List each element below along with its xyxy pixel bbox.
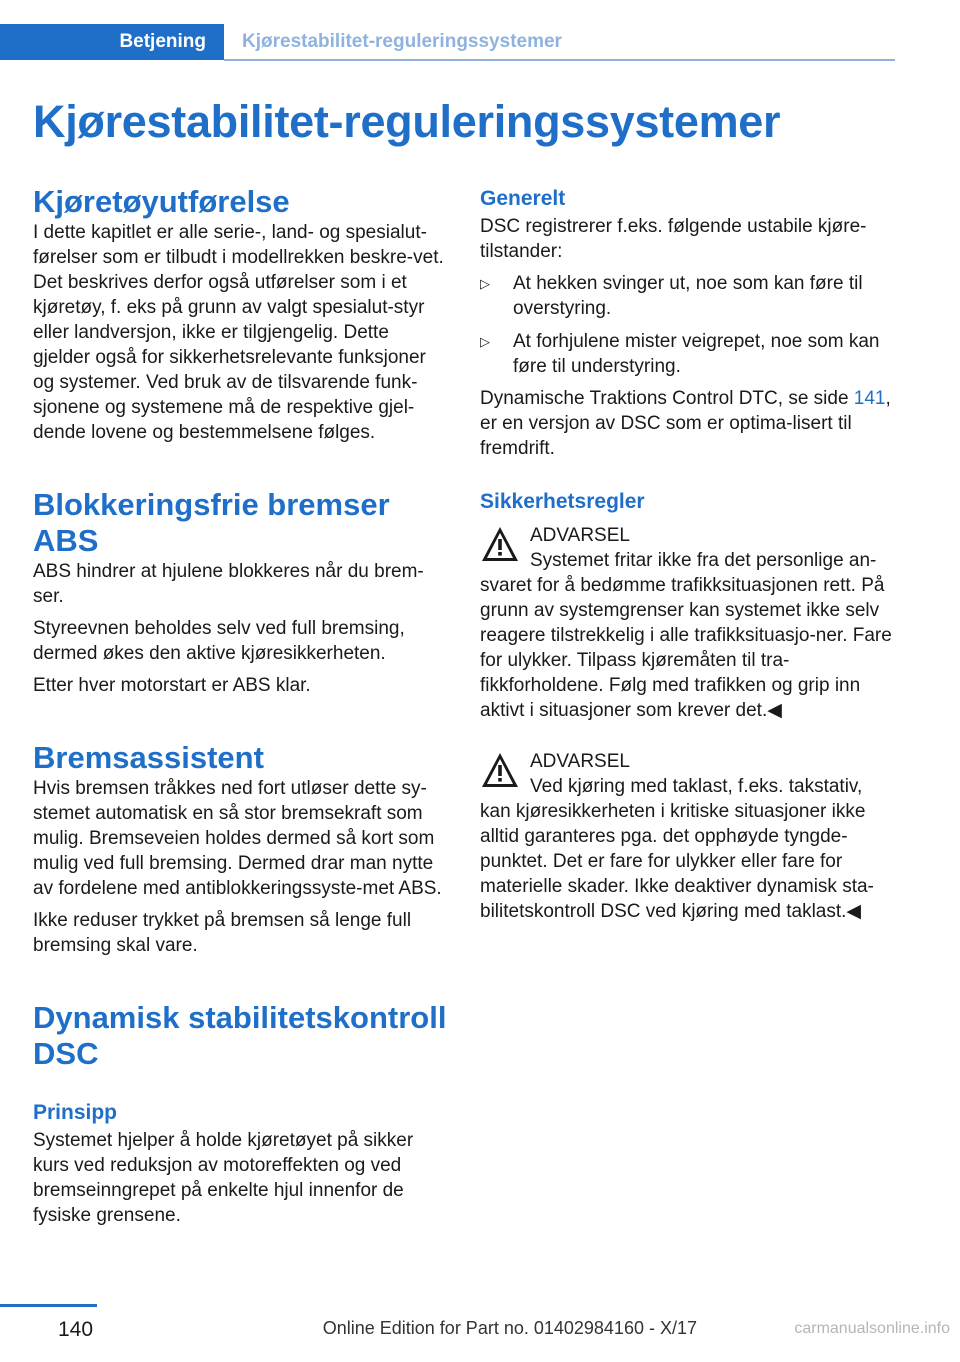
subheading-generelt: Generelt [480,187,566,210]
header-rule [224,59,895,61]
warning-title: ADVARSEL [530,751,630,772]
warning-triangle-icon [480,525,520,563]
paragraph: ABS hindrer at hjulene blokkeres når du brem‐ser. [33,561,424,607]
list-item: ▷ At hekken svinger ut, noe som kan føre til overstyring. [480,271,896,321]
page-link[interactable]: 141 [853,388,886,409]
subheading-prinsipp: Prinsipp [33,1101,118,1124]
bullet-list [480,271,896,379]
footer-rule [0,1304,97,1307]
heading-dsc: Dynamisk stabilitetskontroll DSC [33,1000,447,1071]
paragraph: DSC registrerer f.eks. følgende ustabile kjøre‐tilstander: [480,216,867,262]
warning-title: ADVARSEL [530,525,630,546]
paragraph: Etter hver motorstart er ABS klar. [33,675,311,696]
tab-section[interactable]: Kjørestabilitet-reguleringssystemer [242,31,562,52]
chapter-header [0,24,895,62]
page-title: Kjørestabilitet-reguleringssystemer [33,96,781,147]
edition-text: Online Edition for Part no. 01402984160 - X/17 [322,1318,697,1338]
heading-kjoretoyutforelse: Kjøretøyutførelse [33,184,290,219]
text: , er en versjon av DSC som er optima‐lisert til fremdrift. [480,388,891,459]
list-item: ▷ At forhjulene mister veigrepet, noe som kan føre til understyring. [480,329,896,379]
tab-betjening-label: Betjening [119,31,206,52]
right-column [480,184,896,924]
paragraph: Hvis bremsen tråkkes ned fort utløser dette sy‐stemet automatisk en så stor bremsekraft som mulig. Bremseveien holdes dermed så kort som mulig ved full bremsing. Dermed drar man nytte av fordelene med antiblokkeringssyste‐met ABS. [33,778,442,899]
paragraph: I dette kapitlet er alle serie-, land- og spesialut‐førelser som er tilbudt i modellrekken beskre‐vet. Det beskrives derfor også utførelser som i et kjøretøy, f. eks på grunn av valgt spesialut‐styr eller landversjon, ikke er tilgjengelig. Dette gjelder også for sikkerhetsrelevante funksjoner og systemer. Ved bruk av de tilsvarende funk‐sjonene og systemene må de respektive gjel‐dende lovene og bestemmelsene følges. [33,222,444,443]
warning-text: Systemet fritar ikke fra det personlige an‐svaret for å bedømme trafikksituasjonen rett. På grunn av systemgrenser kan systemet ikke selv reagere tilstrekkelig i alle trafikksituasjo‐ner. Fare for ulykker. Tilpass kjøremåten til tra‐fikkforholdene. Følg med trafikken og grip inn aktivt i situasjoner som krever det.◀ [480,550,892,721]
paragraph: Systemet hjelper å holde kjøretøyet på sikker kurs ved reduksjon av motoreffekten og ved bremseinngrepet på enkelte hjul innenfor de fysiske grensene. [33,1130,414,1226]
left-column [33,184,449,1228]
warning-block [480,523,896,723]
heading-bremsassistent: Bremsassistent [33,740,264,775]
watermark: carmanualsonline.info [794,1320,950,1337]
warning-block [480,749,896,924]
paragraph: Ikke reduser trykket på bremsen så lenge full bremsing skal vare. [33,910,412,956]
heading-abs: Blokkeringsfrie bremser ABS [33,487,390,558]
subheading-sikkerhetsregler: Sikkerhetsregler [480,490,645,513]
paragraph: Styreevnen beholdes selv ved full bremsing, dermed økes den aktive kjøresikkerheten. [33,618,405,664]
tab-betjening[interactable] [0,24,224,60]
text: Dynamische Traktions Control DTC, se side [480,388,854,409]
warning-text: Ved kjøring med taklast, f.eks. takstativ, kan kjøresikkerheten i kritiske situasjoner ikke alltid garanteres pga. det opphøyde tyngde‐punktet. Det er fare for ulykker eller fare for materielle skader. Ikke deaktiver dynamisk sta‐bilitetskontroll DSC ved kjøring med taklast.◀ [480,776,874,922]
warning-triangle-icon [480,751,520,789]
paragraph-dtc [480,386,896,461]
page-number: 140 [58,1318,94,1341]
